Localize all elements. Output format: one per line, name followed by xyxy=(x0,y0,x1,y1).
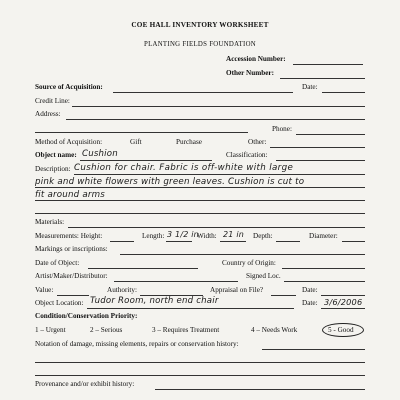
classification-line[interactable] xyxy=(276,160,365,161)
description-line-3[interactable] xyxy=(35,200,365,201)
artist-line[interactable] xyxy=(114,281,238,282)
object-name-label: Object name: xyxy=(35,151,77,159)
description-line-1[interactable] xyxy=(74,174,365,175)
method-other-label: Other: xyxy=(248,138,267,146)
appraisal-label: Appraisal on File? xyxy=(210,286,264,294)
credit-line-label: Credit Line: xyxy=(35,97,70,105)
length-value: 3 1/2 in xyxy=(167,230,199,239)
accession-number-label: Accession Number: xyxy=(226,55,286,63)
description-label: Description: xyxy=(35,165,71,173)
source-label: Source of Acquisition: xyxy=(35,83,103,91)
notation-line-2[interactable] xyxy=(35,362,365,363)
appraisal-line[interactable] xyxy=(271,295,296,296)
address-line-1[interactable] xyxy=(66,119,365,120)
description-text-line-2: pink and white flowers with green leaves. Cushion is cut to xyxy=(35,177,305,187)
address-label: Address: xyxy=(35,110,61,118)
object-location-label: Object Location: xyxy=(35,299,84,307)
length-line[interactable] xyxy=(166,241,192,242)
object-location-value: Tudor Room, north end chair xyxy=(90,296,219,306)
width-label: Width: xyxy=(197,232,217,240)
method-other-line[interactable] xyxy=(270,147,365,148)
condition-good[interactable]: 5 - Good xyxy=(328,326,354,334)
condition-heading: Condition/Conservation Priority: xyxy=(35,312,138,320)
notation-label: Notation of damage, missing elements, repairs or conservation history: xyxy=(35,340,239,348)
depth-label: Depth: xyxy=(253,232,273,240)
authority-label: Authority: xyxy=(107,286,137,294)
credit-line-field[interactable] xyxy=(72,106,365,107)
date-of-object-label: Date of Object: xyxy=(35,259,80,267)
description-line-2[interactable] xyxy=(35,187,365,188)
date-of-object-line[interactable] xyxy=(88,268,198,269)
notation-line-3[interactable] xyxy=(35,375,365,376)
provenance-label: Provenance and/or exhibit history: xyxy=(35,380,135,388)
object-name-value: Cushion xyxy=(82,149,118,159)
classification-label: Classification: xyxy=(226,151,268,159)
artist-label: Artist/Maker/Distributor: xyxy=(35,272,108,280)
condition-serious[interactable]: 2 – Serious xyxy=(90,326,123,334)
materials-label: Materials: xyxy=(35,218,65,226)
description-text-line-3: fit around arms xyxy=(35,190,106,200)
accession-number-line[interactable] xyxy=(293,64,363,65)
height-line[interactable] xyxy=(110,241,134,242)
location-date-value: 3/6/2006 xyxy=(324,297,363,307)
appraisal-date-label: Date: xyxy=(302,286,318,294)
markings-label: Markings or inscriptions: xyxy=(35,245,108,253)
other-number-line[interactable] xyxy=(280,78,365,79)
other-number-label: Other Number: xyxy=(226,69,274,77)
object-location-line[interactable] xyxy=(87,308,294,309)
phone-line[interactable] xyxy=(296,134,365,135)
appraisal-date-line[interactable] xyxy=(321,295,365,296)
description-text-line-1: Cushion for chair. Fabric is off-white with large xyxy=(74,163,294,173)
country-of-origin-line[interactable] xyxy=(282,268,365,269)
source-date-label: Date: xyxy=(302,83,318,91)
materials-line[interactable] xyxy=(68,227,365,228)
measurements-label: Measurements: Height: xyxy=(35,232,103,240)
signed-loc-line[interactable] xyxy=(284,281,365,282)
method-label: Method of Acquisition: xyxy=(35,138,103,146)
description-line-4[interactable] xyxy=(35,213,365,214)
diameter-line[interactable] xyxy=(342,241,365,242)
markings-line[interactable] xyxy=(120,254,365,255)
source-date-line[interactable] xyxy=(322,92,365,93)
width-line[interactable] xyxy=(220,241,246,242)
location-date-line[interactable] xyxy=(321,308,365,309)
phone-label: Phone: xyxy=(272,125,292,133)
provenance-line[interactable] xyxy=(155,389,365,390)
length-label: Length: xyxy=(142,232,165,240)
width-value: 21 in xyxy=(223,230,245,239)
object-name-line[interactable] xyxy=(80,160,212,161)
source-line[interactable] xyxy=(113,92,293,93)
signed-loc-label: Signed Loc. xyxy=(246,272,281,280)
method-gift[interactable]: Gift xyxy=(130,138,142,146)
condition-urgent[interactable]: 1 – Urgent xyxy=(35,326,66,334)
value-label: Value: xyxy=(35,286,54,294)
diameter-label: Diameter: xyxy=(309,232,338,240)
notation-line-1[interactable] xyxy=(262,349,365,350)
worksheet-title: COE HALL INVENTORY WORKSHEET xyxy=(131,21,269,29)
location-date-label: Date: xyxy=(302,299,318,307)
address-line-2[interactable] xyxy=(35,132,248,133)
country-of-origin-label: Country of Origin: xyxy=(222,259,276,267)
method-purchase[interactable]: Purchase xyxy=(176,138,202,146)
condition-requires-treatment[interactable]: 3 – Requires Treatment xyxy=(152,326,220,334)
condition-needs-work[interactable]: 4 – Needs Work xyxy=(251,326,298,334)
worksheet-subtitle: PLANTING FIELDS FOUNDATION xyxy=(143,41,257,48)
depth-line[interactable] xyxy=(276,241,300,242)
value-line[interactable] xyxy=(57,295,89,296)
